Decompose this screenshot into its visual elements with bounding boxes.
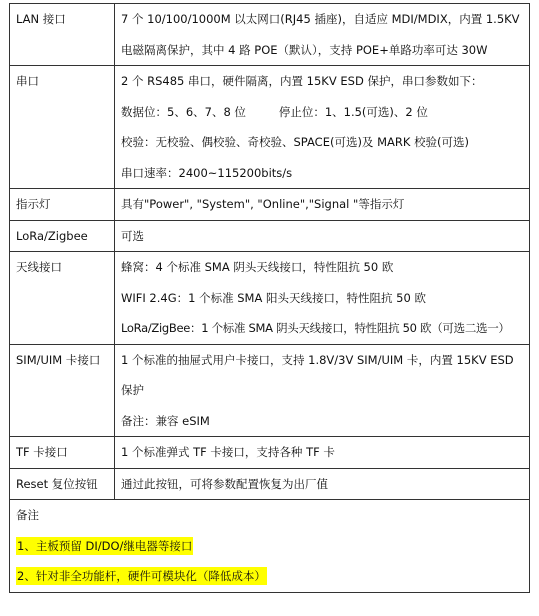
row-reset — [10, 468, 530, 500]
row-antenna — [10, 252, 530, 345]
row-lora-zigbee — [10, 220, 530, 252]
row-serial — [10, 66, 530, 189]
row-lan — [10, 4, 530, 66]
row-value: 具有"Power", "System", "Online","Signal "等指示灯 — [115, 189, 530, 221]
row-label: TF 卡接口 — [10, 437, 115, 469]
note-item: 2、针对非全功能杆，硬件可模块化（降低成本） — [17, 569, 266, 583]
row-notes — [10, 500, 530, 593]
row-label: LAN 接口 — [10, 4, 115, 66]
spec-table — [9, 3, 530, 593]
row-sim — [10, 344, 530, 437]
row-label: 指示灯 — [10, 189, 115, 221]
row-label: SIM/UIM 卡接口 — [10, 344, 115, 437]
row-label: Reset 复位按钮 — [10, 468, 115, 500]
row-value: 2 个 RS485 串口，硬件隔离，内置 15KV ESD 保护，串口参数如下： 数据位：5、6、7、8 位 停止位：1、1.5(可选)、2 位 校验：无校验、偶校验、奇校验、SPACE(可选)及 MARK 校验(可选) 串口速率：2400~115200bits/s — [115, 66, 530, 189]
row-label: LoRa/Zigbee — [10, 220, 115, 252]
row-value: 7 个 10/100/1000M 以太网口(RJ45 插座)，自适应 MDI/MDIX，内置 1.5KV 电磁隔离保护，其中 4 路 POE（默认），支持 POE+单路功率可达 30W — [115, 4, 530, 66]
notes-cell — [10, 500, 530, 593]
row-label: 天线接口 — [10, 252, 115, 345]
row-value: 蜂窝：4 个标准 SMA 阴头天线接口，特性阻抗 50 欧 WIFI 2.4G：1 个标准 SMA 阳头天线接口，特性阻抗 50 欧 LoRa/ZigBee：1 个标准 SMA 阴头天线接口，特性阻抗 50 欧（可选二选一） — [115, 252, 530, 345]
row-value: 可选 — [115, 220, 530, 252]
row-value: 通过此按钮，可将参数配置恢复为出厂值 — [115, 468, 530, 500]
row-value: 1 个标准的抽屉式用户卡接口，支持 1.8V/3V SIM/UIM 卡，内置 15KV ESD 保护 备注：兼容 eSIM — [115, 344, 530, 437]
row-tf — [10, 437, 530, 469]
notes-title: 备注 — [16, 508, 39, 522]
row-indicator — [10, 189, 530, 221]
row-label: 串口 — [10, 66, 115, 189]
note-item: 1、主板预留 DI/DO/继电器等接口 — [17, 538, 193, 553]
row-value: 1 个标准弹式 TF 卡接口，支持各种 TF 卡 — [115, 437, 530, 469]
